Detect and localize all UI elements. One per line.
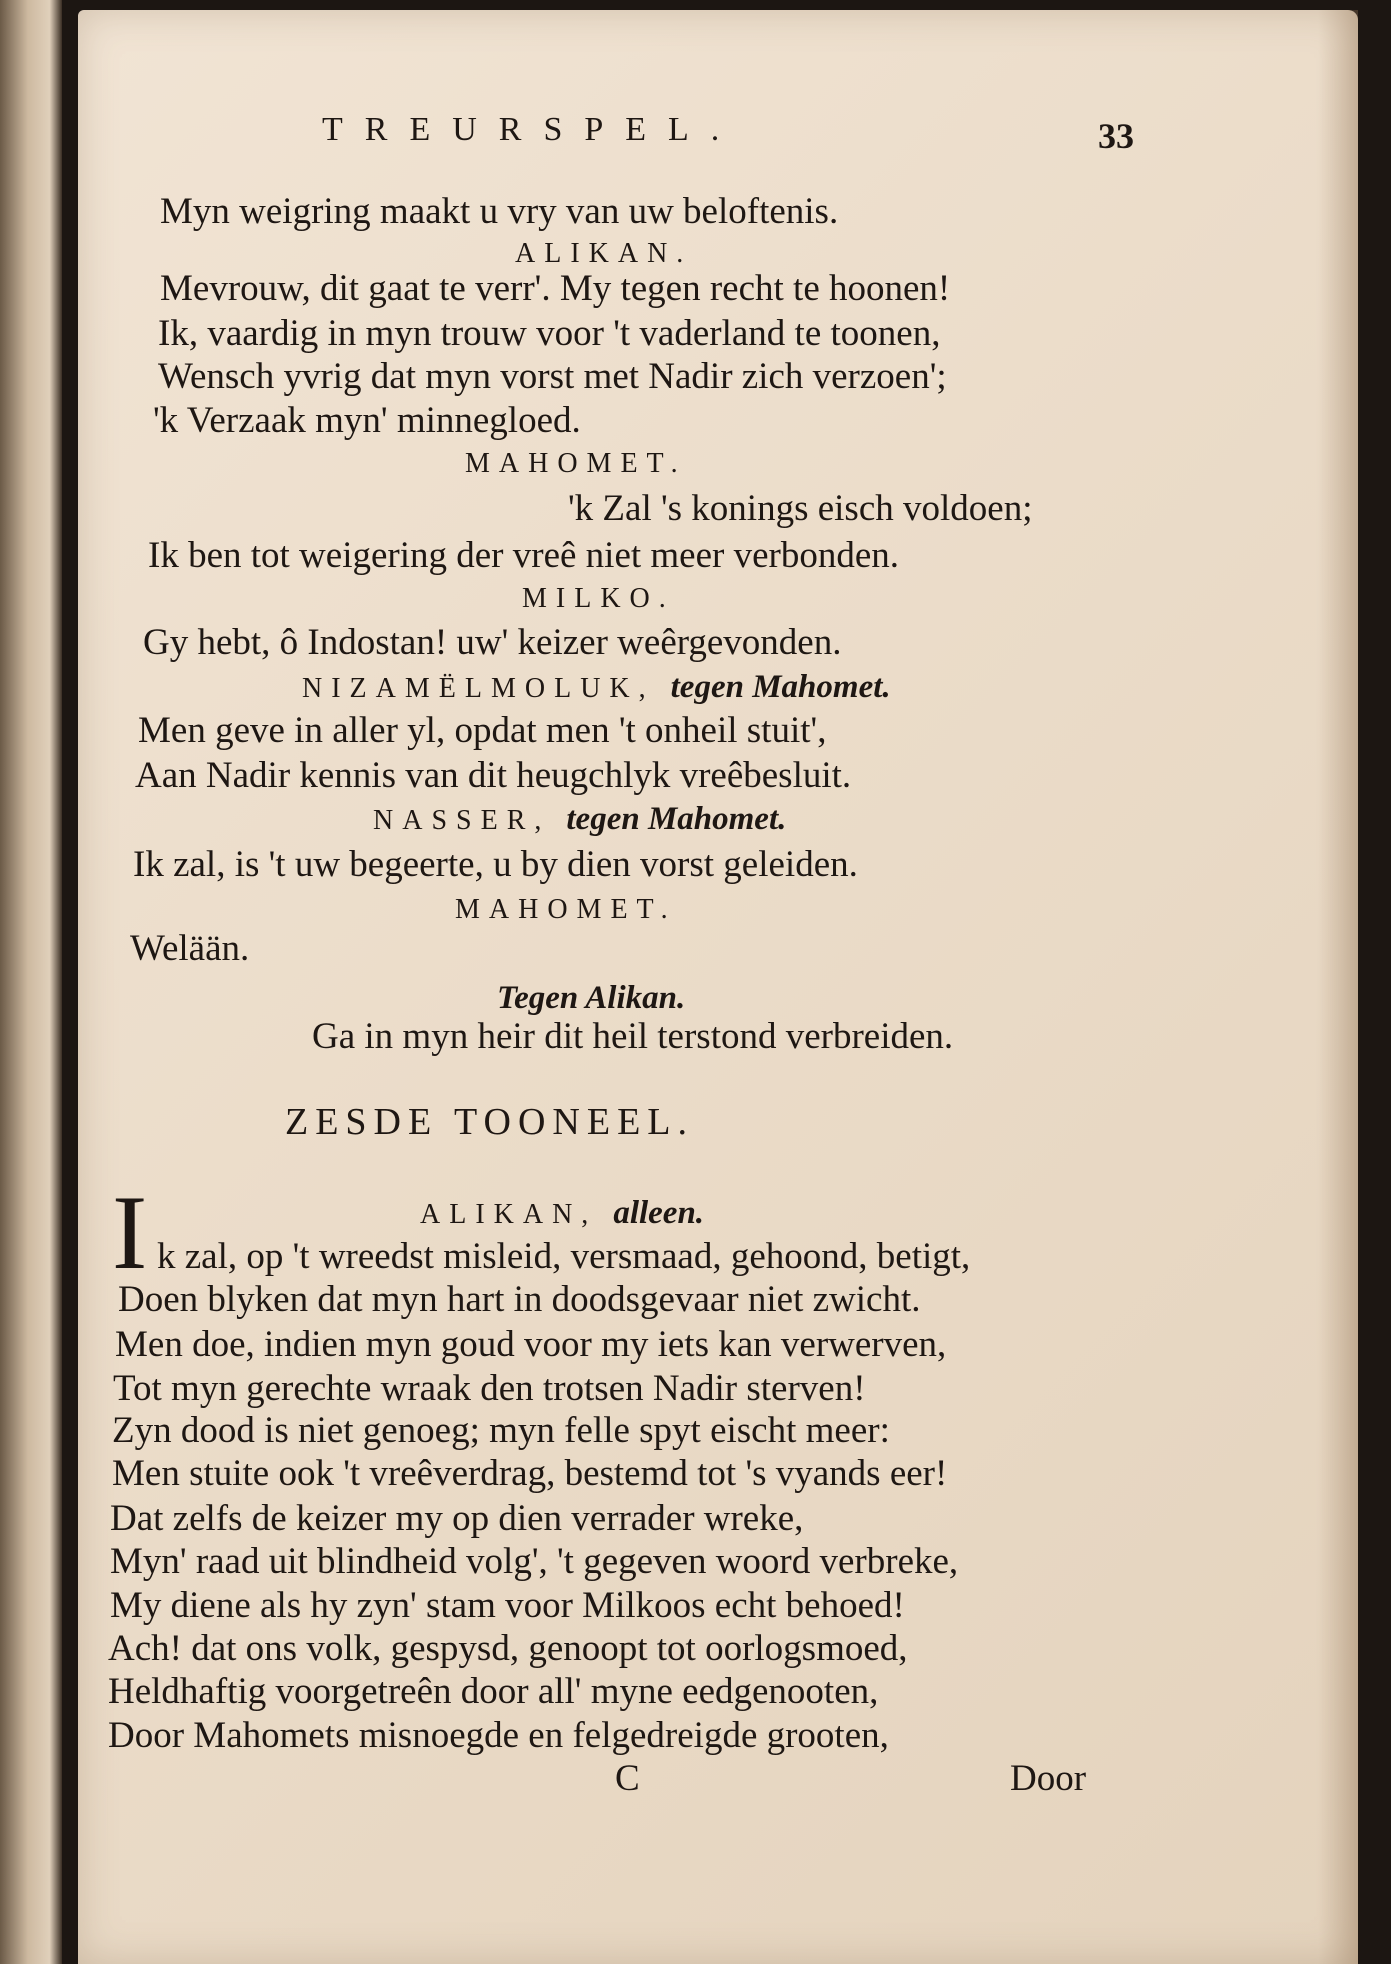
speaker-name: ALIKAN,: [420, 1199, 598, 1230]
stage-direction: alleen.: [613, 1195, 705, 1231]
page-number: 33: [1098, 116, 1134, 156]
verse-line: Mevrouw, dit gaat te verr'. My tegen recht te hoonen!: [160, 268, 951, 309]
speaker-name: NASSER,: [373, 805, 551, 836]
catchword: Door: [1010, 1758, 1087, 1799]
stage-direction: tegen Mahomet.: [566, 801, 787, 837]
verse-line: Dat zelfs de keizer my op dien verrader wreke,: [110, 1498, 804, 1539]
speaker-heading: MAHOMET.: [465, 448, 687, 479]
verse-line: Myn weigring maakt u vry van uw beloftenis.: [160, 191, 839, 232]
verse-line: Men geve in aller yl, opdat men 't onheil stuit',: [138, 710, 827, 751]
speaker-heading: [302, 671, 891, 704]
verse-line: Myn' raad uit blindheid volg', 't gegeven woord verbreke,: [110, 1541, 959, 1582]
verse-line: Tot myn gerechte wraak den trotsen Nadir sterven!: [113, 1368, 866, 1409]
stage-direction: tegen Mahomet.: [670, 669, 891, 705]
speaker-name: NIZAMËLMOLUK,: [302, 673, 655, 704]
verse-line: My diene als hy zyn' stam voor Milkoos echt behoed!: [110, 1585, 905, 1626]
verse-line: 'k Zal 's konings eisch voldoen;: [568, 488, 1033, 529]
verse-line: 'k Verzaak myn' minnegloed.: [153, 400, 581, 441]
verse-line: k zal, op 't wreedst misleid, versmaad, gehoond, betigt,: [157, 1236, 971, 1277]
verse-line: Gy hebt, ô Indostan! uw' keizer weêrgevonden.: [143, 622, 842, 663]
verse-line: Heldhaftig voorgetreên door all' myne eedgenooten,: [108, 1671, 879, 1712]
verse-line: Ik zal, is 't uw begeerte, u by dien vorst geleiden.: [133, 844, 858, 885]
verse-line: Men doe, indien myn goud voor my iets kan verwerven,: [115, 1324, 947, 1365]
running-head: TREURSPEL.: [322, 111, 742, 148]
verse-line: Doen blyken dat myn hart in doodsgevaar niet zwicht.: [118, 1279, 921, 1320]
speaker-heading: [373, 803, 786, 836]
verse-line: Zyn dood is niet genoeg; myn felle spyt eischt meer:: [112, 1410, 890, 1451]
speaker-heading: ALIKAN.: [515, 238, 693, 269]
signature-mark: C: [615, 1758, 640, 1799]
speaker-heading: [420, 1197, 704, 1230]
speaker-heading: MAHOMET.: [455, 894, 677, 925]
verse-line: Wensch yvrig dat myn vorst met Nadir zich verzoen';: [158, 356, 947, 397]
verse-line: Aan Nadir kennis van dit heugchlyk vreêbesluit.: [135, 755, 852, 796]
verse-line: Men stuite ook 't vreêverdrag, bestemd tot 's vyands eer!: [112, 1453, 948, 1494]
drop-cap: I: [112, 1174, 148, 1291]
scene-title: ZESDE TOONEEL.: [285, 1101, 695, 1143]
verse-line: Welään.: [130, 928, 250, 969]
verse-line: Ik ben tot weigering der vreê niet meer verbonden.: [148, 535, 900, 576]
verse-line: Ik, vaardig in myn trouw voor 't vaderland te toonen,: [158, 313, 941, 354]
verse-line: Door Mahomets misnoegde en felgedreigde grooten,: [108, 1715, 889, 1756]
speaker-heading: MILKO.: [522, 583, 675, 614]
verse-line: Ach! dat ons volk, gespysd, genoopt tot oorlogsmoed,: [108, 1628, 908, 1669]
verse-line: Ga in myn heir dit heil terstond verbreiden.: [312, 1016, 954, 1057]
stage-direction: Tegen Alikan.: [497, 980, 686, 1016]
